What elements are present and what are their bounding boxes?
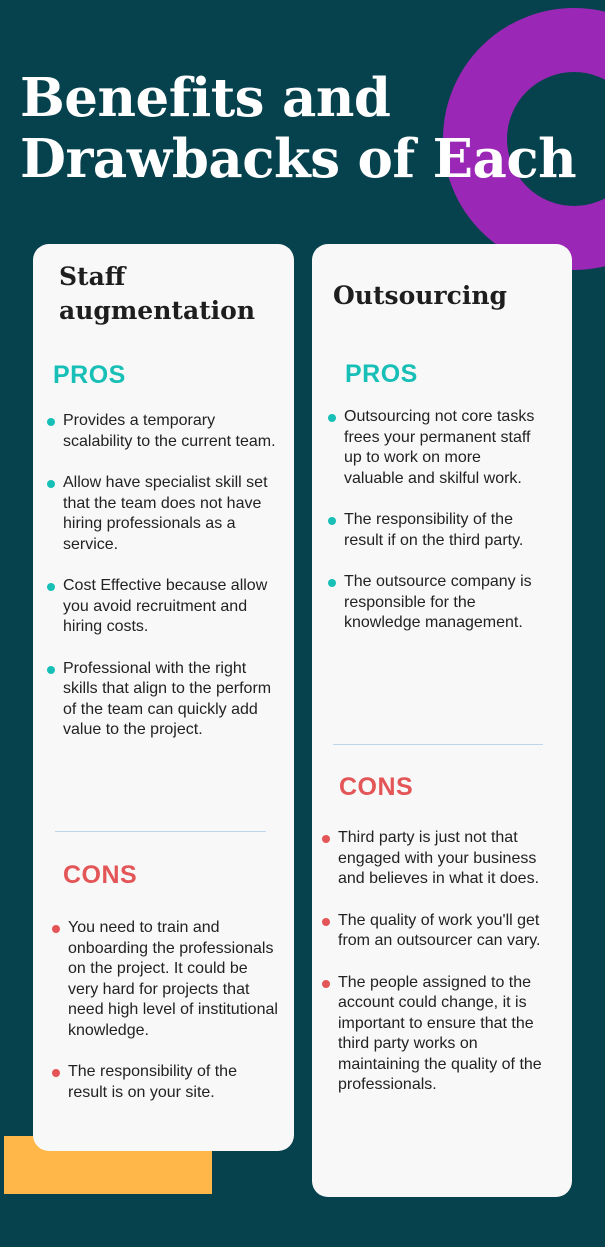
list-item: The quality of work you'll get from an outsourcer can vary.: [338, 911, 544, 952]
divider: [55, 831, 266, 832]
list-item: Cost Effective because allow you avoid recruitment and hiring costs.: [63, 576, 281, 638]
staff-cons-list: [68, 918, 279, 1124]
staff-augmentation-card: [33, 244, 294, 1151]
list-item: The responsibility of the result if on the third party.: [344, 510, 542, 551]
list-item: You need to train and onboarding the professionals on the project. It could be very hard for projects that need high level of institutional knowledge.: [68, 918, 279, 1041]
list-item: Provides a temporary scalability to the current team.: [63, 411, 281, 452]
page-title: [20, 68, 600, 190]
staff-pros-heading: PROS: [53, 361, 126, 389]
list-item: Professional with the right skills that align to the perform of the team can quickly add value to the project.: [63, 659, 281, 741]
outsourcing-card: [312, 244, 572, 1197]
outsourcing-card-title: Outsourcing: [333, 281, 507, 310]
list-item: The people assigned to the account could change, it is important to ensure that the third party works on maintaining the quality of the professionals.: [338, 973, 544, 1096]
staff-card-title-line-2: augmentation: [59, 296, 256, 325]
list-item: The responsibility of the result is on your site.: [68, 1062, 279, 1103]
list-item: Allow have specialist skill set that the team does not have hiring professionals as a service.: [63, 473, 281, 555]
outsourcing-pros-list: [344, 407, 542, 655]
page-title-line-1: Benefits and: [20, 67, 391, 129]
staff-card-title: [59, 260, 255, 328]
staff-pros-list: [63, 411, 281, 762]
page-title-line-2: Drawbacks of Each: [20, 128, 577, 190]
outsourcing-pros-heading: PROS: [345, 360, 418, 388]
divider: [333, 744, 543, 745]
outsourcing-cons-list: [338, 828, 544, 1117]
list-item: Outsourcing not core tasks frees your permanent staff up to work on more valuable and skilful work.: [344, 407, 542, 489]
list-item: The outsource company is responsible for the knowledge management.: [344, 572, 542, 634]
staff-card-title-line-1: Staff: [59, 262, 126, 291]
outsourcing-cons-heading: CONS: [339, 773, 414, 801]
staff-cons-heading: CONS: [63, 861, 138, 889]
list-item: Third party is just not that engaged with your business and believes in what it does.: [338, 828, 544, 890]
